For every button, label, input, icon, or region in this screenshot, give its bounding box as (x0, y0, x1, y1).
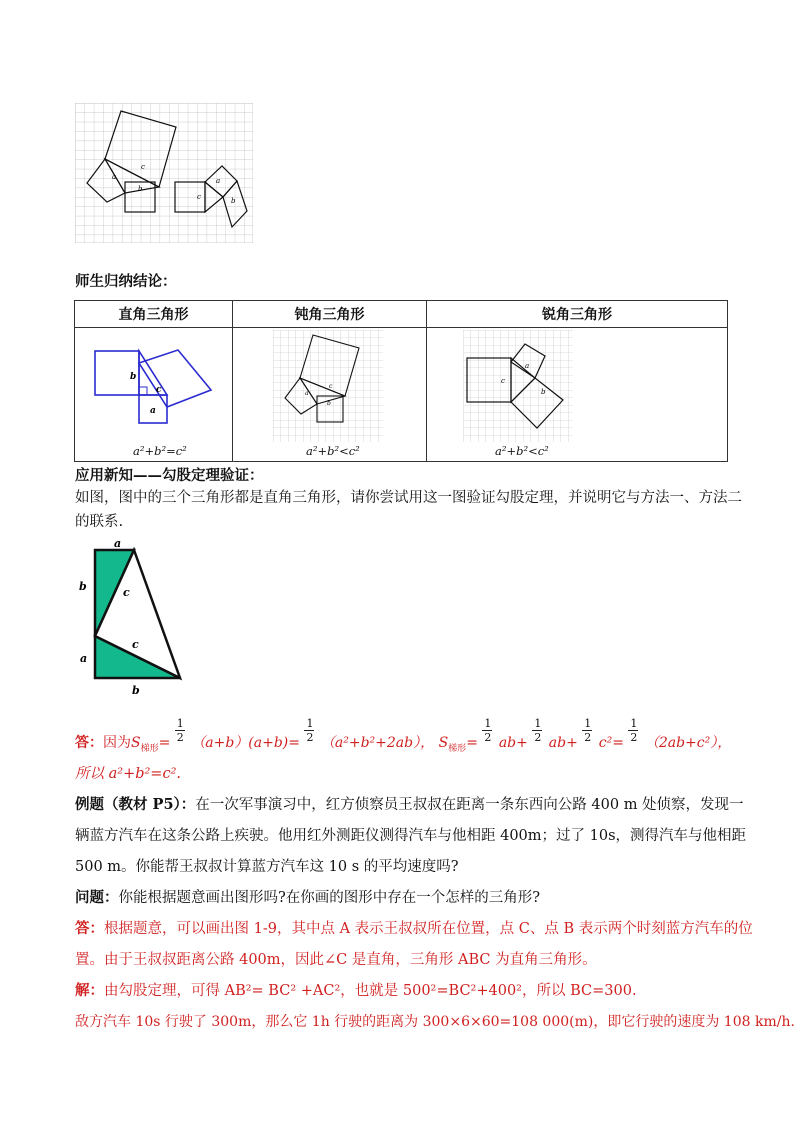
example-line-3: 500 m。你能帮王叔叔计算蓝方汽车这 10 s 的平均速度吗? (75, 859, 459, 875)
question-text: 你能根据题意画出图形吗?在你画的图形中存在一个怎样的三角形? (118, 890, 541, 906)
svg-text:a: a (150, 406, 156, 416)
equals: = (288, 735, 300, 751)
equals: = (466, 735, 478, 751)
solution-text-1: 由勾股定理，可得 AB²= BC² +AC²，也就是 500²=BC²+400²，所以 BC=300. (104, 983, 637, 999)
svg-text:c: c (141, 163, 145, 171)
apply-heading: 应用新知——勾股定理验证： (75, 467, 264, 484)
header-acute-triangle: 锐角三角形 (427, 301, 728, 328)
header-right-triangle: 直角三角形 (75, 301, 233, 328)
formula-acute: a²+b²<c² (495, 444, 549, 458)
svg-text:c: c (501, 377, 505, 385)
fraction-half: $\frac{1}{2}$ (534, 717, 542, 744)
formula-right: a²+b²=c² (133, 444, 187, 458)
fraction-half: $\frac{1}{2}$ (630, 717, 638, 744)
example-line-2: 辆蓝方汽车在这条公路上疾驶。他用红外测距仪测得汽车与他相距 400m；过了 10s，测得汽车与他相距 (75, 828, 747, 844)
svg-text:a: a (525, 362, 530, 370)
svg-text:a: a (112, 173, 117, 181)
area-symbol: S (131, 735, 141, 751)
trapezoid-figure (72, 536, 192, 696)
label-b-left: b (79, 580, 87, 593)
conclusion-table (74, 300, 728, 462)
acute-triangle-cell (427, 328, 728, 462)
answer1-part5: c²= (598, 735, 624, 751)
svg-text:b: b (138, 185, 143, 193)
conclusion-heading: 师生归纳结论： (75, 273, 177, 290)
header-obtuse-triangle: 钝角三角形 (233, 301, 427, 328)
fraction-half: $\frac{1}{2}$ (306, 717, 314, 744)
svg-text:a: a (216, 177, 221, 185)
label-a-top: a (114, 537, 122, 550)
label-c-lower: c (132, 638, 139, 651)
example-text-1: 在一次军事演习中，红方侦察员王叔叔在距离一条东西向公路 400 m 处侦察，发现一 (195, 797, 744, 813)
acute-triangle-figure (463, 330, 573, 442)
solution-line-1 (75, 981, 637, 1001)
svg-text:c: c (156, 385, 162, 395)
svg-text:a: a (305, 390, 309, 397)
fraction-half: $\frac{1}{2}$ (176, 717, 184, 744)
example-line-1 (75, 795, 744, 815)
svg-text:b: b (327, 400, 331, 407)
solution-line-2: 敌方汽车 10s 行驶了 300m，那么它 1h 行驶的距离为 300×6×60=108 000(m)，即它行驶的速度为 108 km/h. (75, 1014, 795, 1030)
area-subscript: 梯形 (448, 743, 467, 754)
obtuse-triangle-cell (233, 328, 427, 462)
right-triangle-cell (75, 328, 233, 462)
obtuse-triangle-figure (273, 330, 383, 442)
svg-text:b: b (130, 372, 137, 382)
answer2-line-2: 置。由于王叔叔距离公路 400m，因此∠C 是直角，三角形 ABC 为直角三角形。 (75, 952, 597, 968)
answer2-text-1: 根据题意，可以画出图 1-9，其中点 A 表示王叔叔所在位置，点 C、点 B 表示两个时刻蓝方汽车的位 (104, 921, 753, 937)
example-label: 例题（教材 P5）： (75, 796, 196, 813)
answer2-label: 答： (75, 920, 104, 937)
fraction-half: $\frac{1}{2}$ (584, 717, 592, 744)
answer2-line-1 (75, 919, 753, 939)
label-a-left: a (80, 652, 88, 665)
answer1-label: 答： (75, 735, 103, 751)
area-subscript: 梯形 (140, 743, 159, 754)
answer1-line (75, 717, 732, 759)
answer1-conclusion: 所以 a²+b²=c². (75, 766, 182, 782)
answer1-part4: ab+ (548, 735, 578, 751)
svg-text:c: c (197, 193, 201, 201)
answer1-part1: （a+b）(a+b) (191, 735, 289, 751)
fraction-half: $\frac{1}{2}$ (484, 717, 492, 744)
equals: = (158, 735, 171, 751)
answer1-part6: （2ab+c²）， (644, 735, 732, 751)
svg-text:b: b (541, 388, 546, 396)
right-triangle-figure (90, 342, 220, 442)
svg-text:b: b (231, 197, 236, 205)
answer1-part3: ab+ (498, 735, 528, 751)
svg-text:c: c (329, 383, 333, 390)
apply-text-1: 如图，图中的三个三角形都是直角三角形，请你尝试用这一图验证勾股定理，并说明它与方法一、方法二 (75, 490, 742, 506)
label-b-bottom: b (132, 684, 140, 696)
formula-obtuse: a²+b²<c² (306, 444, 360, 458)
answer1-part2: （a²+b²+2ab）， (320, 735, 435, 751)
top-grid-figure (75, 103, 253, 243)
solution-label: 解： (75, 982, 104, 999)
question-label: 问题： (75, 889, 119, 906)
label-c-upper: c (123, 586, 130, 599)
area-symbol: S (438, 735, 449, 751)
answer1-because: 因为 (103, 735, 131, 751)
apply-text-2: 的联系. (75, 514, 124, 530)
question-line (75, 888, 540, 908)
